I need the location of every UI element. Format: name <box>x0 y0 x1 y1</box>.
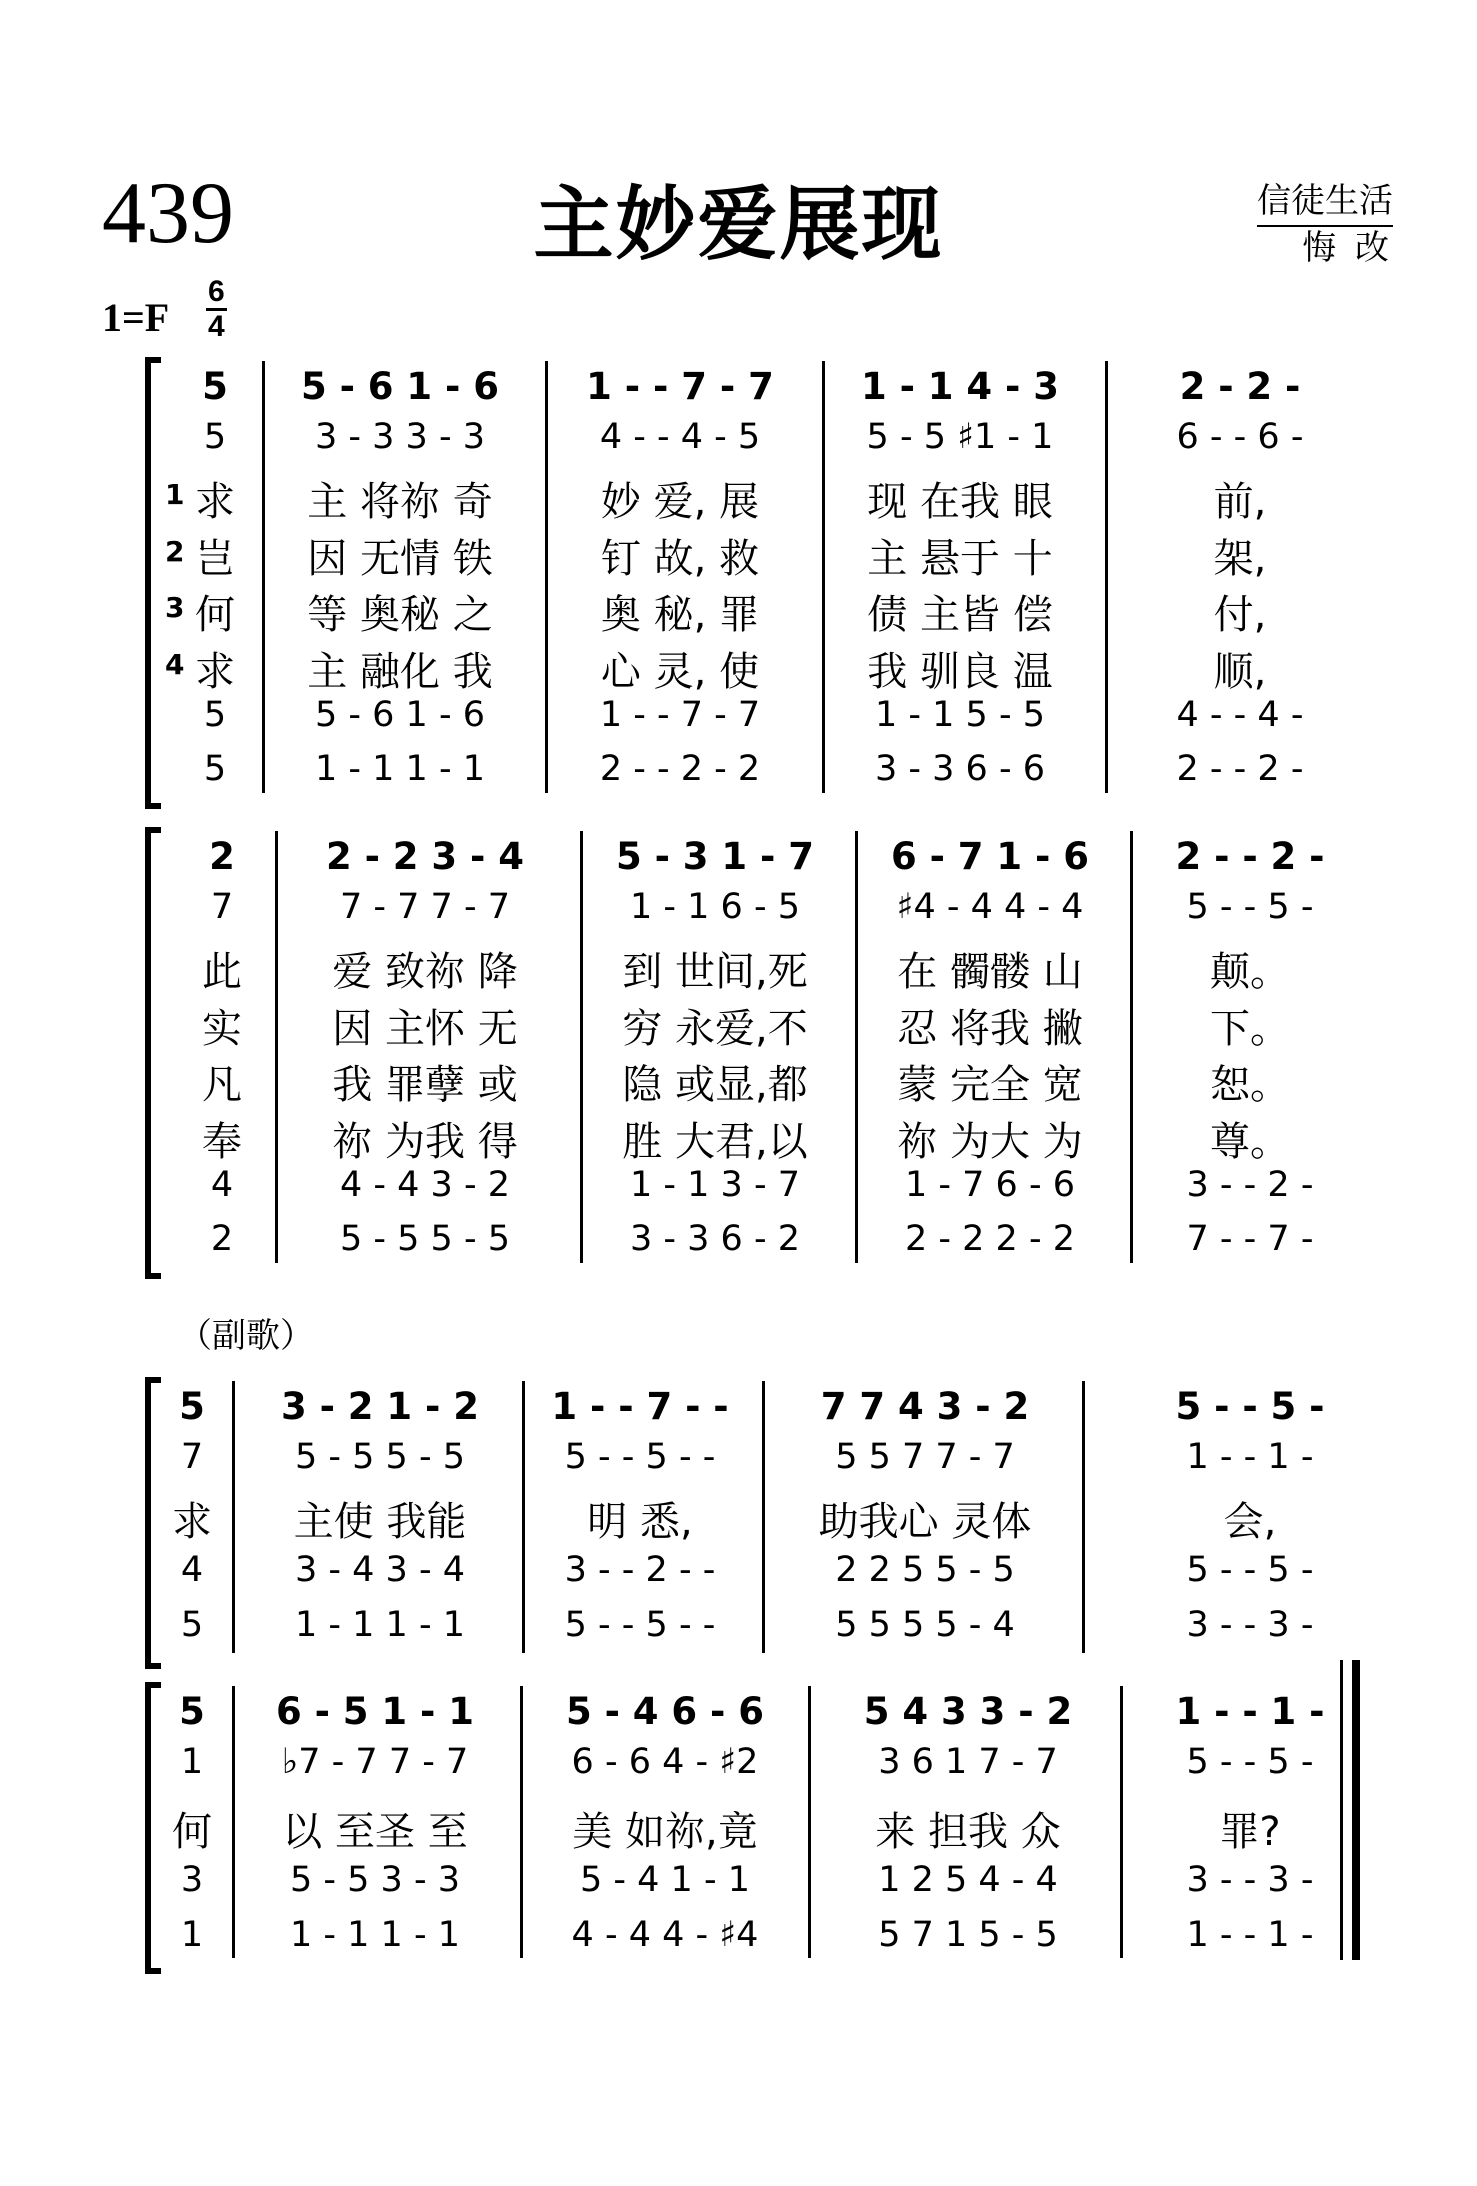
bass-measure: 1 <box>180 1915 204 1955</box>
lyric-measure: 美 如祢,竟 <box>572 1809 758 1855</box>
lyric-measure: 凡 <box>202 1062 242 1108</box>
system-bracket <box>145 827 161 1279</box>
alto-measure: 7 <box>180 1437 204 1477</box>
lyric-measure: 求 <box>195 649 235 695</box>
melody-measure: 1 - - 1 - <box>1175 1690 1325 1733</box>
lyric-measure: 奥 秘, 罪 <box>600 592 760 638</box>
alto-measure: 5 - 5 ♯1 - 1 <box>866 417 1054 457</box>
alto-measure: 5 - 5 5 - 5 <box>295 1437 465 1477</box>
bar-line <box>275 831 278 1263</box>
alto-measure: 5 - - 5 - <box>1186 1742 1314 1782</box>
bar-line <box>1105 361 1108 793</box>
lyric-measure: 奉 <box>202 1119 242 1165</box>
lyric-measure: 主 将祢 奇 <box>307 479 493 525</box>
bass-measure: 5 - 5 5 - 5 <box>340 1219 510 1259</box>
lyric-measure: 心 灵, 使 <box>600 649 760 695</box>
lyric-measure: 助我心 灵体 <box>818 1499 1032 1545</box>
tenor-measure: 5 - 4 1 - 1 <box>580 1860 750 1900</box>
bass-measure: 1 - 1 1 - 1 <box>290 1915 460 1955</box>
lyric-measure: 爱 致祢 降 <box>332 949 518 995</box>
tenor-measure: 4 <box>210 1165 234 1205</box>
lyric-measure: 颠。 <box>1210 949 1290 995</box>
tenor-measure: 5 - 6 1 - 6 <box>315 695 485 735</box>
alto-measure: 3 6 1 7 - 7 <box>878 1742 1058 1782</box>
credit-block <box>1257 180 1393 270</box>
key-signature: 1=F <box>102 295 170 340</box>
melody-measure: 2 - 2 - <box>1179 365 1301 408</box>
verse-number: 1 <box>165 478 185 511</box>
lyric-measure: 我 驯良 温 <box>867 649 1053 695</box>
system-bracket <box>145 1682 161 1974</box>
melody-measure: 6 - 7 1 - 6 <box>890 835 1090 878</box>
melody-measure: 5 4 3 3 - 2 <box>863 1690 1073 1733</box>
tenor-measure: 3 - - 3 - <box>1186 1860 1314 1900</box>
bar-line <box>520 1686 523 1958</box>
lyric-measure: 到 世间,死 <box>622 949 808 995</box>
melody-measure: 5 - 4 6 - 6 <box>565 1690 765 1733</box>
bass-measure: 2 - - 2 - 2 <box>599 749 761 789</box>
bass-measure: 7 - - 7 - <box>1186 1219 1314 1259</box>
tenor-measure: 1 2 5 4 - 4 <box>878 1860 1058 1900</box>
lyric-measure: 主 融化 我 <box>307 649 493 695</box>
lyric-measure: 求 <box>172 1499 212 1545</box>
lyric-measure: 债 主皆 偿 <box>867 592 1053 638</box>
tenor-measure: 1 - 7 6 - 6 <box>905 1165 1075 1205</box>
lyric-measure: 何 <box>195 592 235 638</box>
melody-measure: 6 - 5 1 - 1 <box>275 1690 475 1733</box>
bar-line <box>1082 1381 1085 1653</box>
lyric-measure: 胜 大君,以 <box>622 1119 808 1165</box>
credit-source: 信徒生活 <box>1257 180 1393 227</box>
lyric-measure: 顺, <box>1213 649 1267 695</box>
bass-measure: 2 - 2 2 - 2 <box>905 1219 1075 1259</box>
bass-measure: 3 - - 3 - <box>1186 1605 1314 1645</box>
lyric-measure: 主 悬于 十 <box>867 536 1053 582</box>
alto-measure: 4 - - 4 - 5 <box>599 417 761 457</box>
lyric-measure: 妙 爱, 展 <box>600 479 760 525</box>
melody-measure: 5 - 6 1 - 6 <box>300 365 500 408</box>
lyric-measure: 隐 或显,都 <box>622 1062 808 1108</box>
melody-measure: 5 <box>179 1690 205 1733</box>
lyric-measure: 主使 我能 <box>293 1499 467 1545</box>
bar-line <box>1120 1686 1123 1958</box>
lyric-measure: 因 主怀 无 <box>332 1006 518 1052</box>
credit-category: 悔 改 <box>1302 227 1393 268</box>
lyric-measure: 求 <box>195 479 235 525</box>
bar-line <box>1130 831 1133 1263</box>
lyric-measure: 实 <box>202 1006 242 1052</box>
lyric-measure: 以 至圣 至 <box>282 1809 468 1855</box>
bar-line <box>232 1381 235 1653</box>
bass-measure: 5 - - 5 - - <box>564 1605 716 1645</box>
lyric-measure: 前, <box>1213 479 1267 525</box>
bass-measure: 1 - 1 1 - 1 <box>315 749 485 789</box>
tenor-measure: 4 - 4 3 - 2 <box>340 1165 510 1205</box>
lyric-measure: 忍 将我 撇 <box>897 1006 1083 1052</box>
chorus-label: （副歌） <box>178 1316 314 1356</box>
bass-measure: 3 - 3 6 - 6 <box>875 749 1045 789</box>
melody-measure: 3 - 2 1 - 2 <box>280 1385 480 1428</box>
alto-measure: 5 - - 5 - - <box>564 1437 716 1477</box>
lyric-measure: 明 悉, <box>587 1499 693 1545</box>
alto-measure: 7 - 7 7 - 7 <box>340 887 510 927</box>
bar-line <box>262 361 265 793</box>
bass-measure: 4 - 4 4 - ♯4 <box>571 1915 759 1955</box>
bass-measure: 1 - 1 1 - 1 <box>295 1605 465 1645</box>
alto-measure: ♯4 - 4 4 - 4 <box>896 887 1084 927</box>
alto-measure: 1 - 1 6 - 5 <box>630 887 800 927</box>
tenor-measure: 3 - - 2 - - <box>564 1550 716 1590</box>
verse-number: 2 <box>165 535 185 568</box>
lyric-measure: 付, <box>1213 592 1267 638</box>
alto-measure: 6 - - 6 - <box>1176 417 1304 457</box>
alto-measure: 5 - - 5 - <box>1186 887 1314 927</box>
lyric-measure: 罪? <box>1219 1809 1281 1855</box>
verse-number: 3 <box>165 591 185 624</box>
hymn-title: 主妙爱展现 <box>533 178 944 271</box>
tenor-measure: 3 - 4 3 - 4 <box>295 1550 465 1590</box>
lyric-measure: 此 <box>202 949 242 995</box>
bass-measure: 5 <box>180 1605 204 1645</box>
tenor-measure: 4 - - 4 - <box>1176 695 1304 735</box>
time-numerator: 6 <box>206 277 227 311</box>
lyric-measure: 钉 故, 救 <box>600 536 760 582</box>
verse-number: 4 <box>165 648 185 681</box>
bar-line <box>545 361 548 793</box>
lyric-measure: 来 担我 众 <box>875 1809 1061 1855</box>
melody-measure: 1 - 1 4 - 3 <box>860 365 1060 408</box>
melody-measure: 5 <box>202 365 228 408</box>
tenor-measure: 1 - - 7 - 7 <box>599 695 761 735</box>
bass-measure: 5 <box>203 749 227 789</box>
final-thick-bar <box>1352 1660 1360 1960</box>
bass-measure: 3 - 3 6 - 2 <box>630 1219 800 1259</box>
system-bracket <box>145 357 161 809</box>
lyric-measure: 恕。 <box>1210 1062 1290 1108</box>
alto-measure: 5 <box>203 417 227 457</box>
lyric-measure: 下。 <box>1210 1006 1290 1052</box>
lyric-measure: 蒙 完全 宽 <box>897 1062 1083 1108</box>
lyric-measure: 祢 为大 为 <box>897 1119 1083 1165</box>
bar-line <box>762 1381 765 1653</box>
hymn-number: 439 <box>102 165 234 262</box>
lyric-measure: 会, <box>1223 1499 1277 1545</box>
bass-measure: 1 - - 1 - <box>1186 1915 1314 1955</box>
lyric-measure: 因 无情 铁 <box>307 536 493 582</box>
system-bracket <box>145 1377 161 1669</box>
tenor-measure: 5 - 5 3 - 3 <box>290 1860 460 1900</box>
final-thin-bar <box>1340 1660 1343 1960</box>
alto-measure: 7 <box>210 887 234 927</box>
melody-measure: 1 - - 7 - 7 <box>586 365 774 408</box>
bar-line <box>808 1686 811 1958</box>
melody-measure: 2 - - 2 - <box>1175 835 1325 878</box>
melody-measure: 2 <box>209 835 235 878</box>
tenor-measure: 5 <box>203 695 227 735</box>
lyric-measure: 祢 为我 得 <box>332 1119 518 1165</box>
time-denominator: 4 <box>208 310 225 343</box>
lyric-measure: 我 罪孽 或 <box>332 1062 518 1108</box>
melody-measure: 2 - 2 3 - 4 <box>325 835 525 878</box>
tenor-measure: 1 - 1 5 - 5 <box>875 695 1045 735</box>
lyric-measure: 何 <box>172 1809 212 1855</box>
lyric-measure: 穷 永爱,不 <box>622 1006 808 1052</box>
bass-measure: 5 5 5 5 - 4 <box>835 1605 1015 1645</box>
bass-measure: 2 <box>210 1219 234 1259</box>
tenor-measure: 4 <box>180 1550 204 1590</box>
tenor-measure: 5 - - 5 - <box>1186 1550 1314 1590</box>
tenor-measure: 1 - 1 3 - 7 <box>630 1165 800 1205</box>
melody-measure: 1 - - 7 - - <box>551 1385 729 1428</box>
bar-line <box>522 1381 525 1653</box>
bar-line <box>855 831 858 1263</box>
lyric-measure: 现 在我 眼 <box>867 479 1053 525</box>
alto-measure: 1 - - 1 - <box>1186 1437 1314 1477</box>
bar-line <box>822 361 825 793</box>
alto-measure: 5 5 7 7 - 7 <box>835 1437 1015 1477</box>
bass-measure: 5 7 1 5 - 5 <box>878 1915 1058 1955</box>
lyric-measure: 架, <box>1213 536 1267 582</box>
alto-measure: 6 - 6 4 - ♯2 <box>571 1742 759 1782</box>
tenor-measure: 2 2 5 5 - 5 <box>835 1550 1015 1590</box>
melody-measure: 5 - 3 1 - 7 <box>615 835 815 878</box>
bass-measure: 2 - - 2 - <box>1176 749 1304 789</box>
lyric-measure: 岂 <box>195 536 235 582</box>
time-signature <box>206 277 227 342</box>
bar-line <box>580 831 583 1263</box>
lyric-measure: 在 髑髅 山 <box>897 949 1083 995</box>
melody-measure: 7 7 4 3 - 2 <box>820 1385 1030 1428</box>
tenor-measure: 3 - - 2 - <box>1186 1165 1314 1205</box>
lyric-measure: 尊。 <box>1210 1119 1290 1165</box>
lyric-measure: 等 奥秘 之 <box>307 592 493 638</box>
alto-measure: ♭7 - 7 7 - 7 <box>281 1742 469 1782</box>
bar-line <box>232 1686 235 1958</box>
alto-measure: 3 - 3 3 - 3 <box>315 417 485 457</box>
melody-measure: 5 <box>179 1385 205 1428</box>
melody-measure: 5 - - 5 - <box>1175 1385 1325 1428</box>
tenor-measure: 3 <box>180 1860 204 1900</box>
alto-measure: 1 <box>180 1742 204 1782</box>
